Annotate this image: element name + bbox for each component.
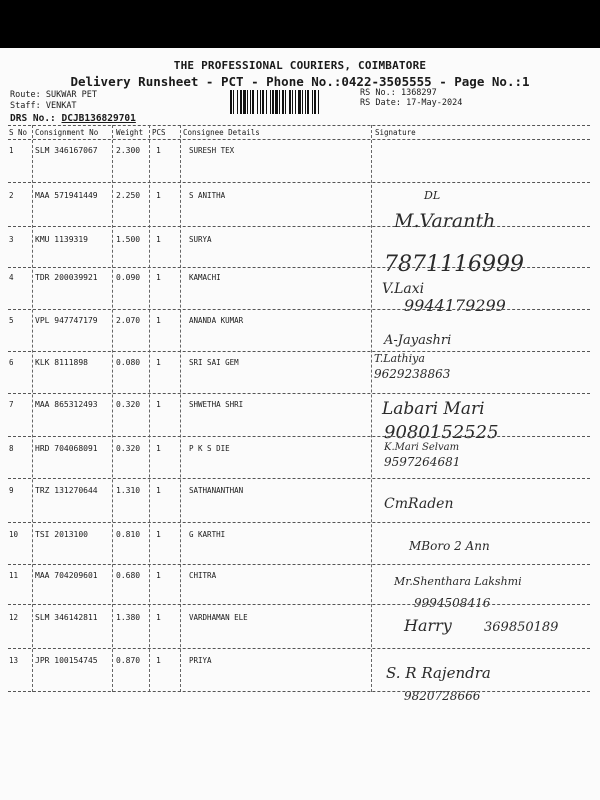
row-serial-no: 2 [9, 191, 14, 200]
row-weight: 0.810 [116, 530, 141, 539]
row-consignment-no: SLM 346167067 [35, 146, 98, 155]
row-pieces: 1 [156, 191, 161, 200]
row-serial-no: 1 [9, 146, 14, 155]
rs-number-label: RS No.: [360, 88, 396, 98]
signature-handwriting: 9629238863 [374, 367, 451, 381]
row-consignment-no: KMU 1139319 [35, 235, 88, 244]
signature-handwriting: 7871116999 [384, 252, 524, 277]
scan-dark-border [0, 0, 600, 48]
drs-line [10, 113, 136, 124]
col-divider [32, 125, 33, 692]
row-consignee: SHWETHA SHRI [189, 400, 244, 409]
company-title: THE PROFESSIONAL COURIERS, COIMBATORE [173, 59, 427, 72]
rs-number-line [360, 88, 437, 98]
signature-handwriting: 9820728666 [404, 689, 481, 703]
row-weight: 0.320 [116, 444, 141, 453]
row-weight: 1.380 [116, 613, 141, 622]
row-serial-no: 12 [9, 613, 19, 622]
drs-value: DCJB136829701 [61, 113, 136, 124]
row-consignment-no: MAA 704209601 [35, 571, 98, 580]
row-divider [8, 691, 590, 692]
row-pieces: 1 [156, 316, 161, 325]
signature-handwriting: DL [424, 189, 441, 202]
runsheet-page [0, 48, 600, 800]
col-header-weight: Weight [116, 128, 144, 137]
row-pieces: 1 [156, 444, 161, 453]
row-consignee: VARDHAMAN ELE [189, 613, 248, 622]
signature-handwriting: 9080152525 [384, 422, 499, 443]
row-serial-no: 13 [9, 656, 19, 665]
row-consignment-no: TDR 200039921 [35, 273, 98, 282]
row-consignee: P K S DIE [189, 444, 230, 453]
row-weight: 2.070 [116, 316, 141, 325]
route-value: SUKWAR PET [45, 90, 98, 100]
row-serial-no: 9 [9, 486, 14, 495]
rs-date-line [360, 98, 462, 108]
row-consignment-no: TRZ 131270644 [35, 486, 98, 495]
row-serial-no: 4 [9, 273, 14, 282]
row-consignee: ANANDA KUMAR [189, 316, 244, 325]
row-weight: 2.250 [116, 191, 141, 200]
col-divider [112, 125, 113, 692]
runsheet-subtitle: Delivery Runsheet - PCT - Phone No.:0422-3505555 - Page No.:1 [70, 74, 530, 89]
row-serial-no: 5 [9, 316, 14, 325]
row-pieces: 1 [156, 358, 161, 367]
signature-handwriting: MBoro 2 Ann [409, 539, 490, 553]
row-consignee: KAMACHI [189, 273, 221, 282]
row-serial-no: 3 [9, 235, 14, 244]
row-consignee: S ANITHA [189, 191, 226, 200]
rs-number-value: 1368297 [400, 88, 437, 98]
signature-handwriting: T.Lathiya [374, 352, 425, 365]
row-weight: 1.310 [116, 486, 141, 495]
row-weight: 0.080 [116, 358, 141, 367]
row-weight: 0.090 [116, 273, 141, 282]
signature-handwriting: S. R Rajendra [386, 664, 491, 682]
row-pieces: 1 [156, 530, 161, 539]
rs-date-label: RS Date: [360, 98, 401, 108]
row-serial-no: 6 [9, 358, 14, 367]
signature-handwriting: 9994508416 [414, 596, 491, 610]
row-consignment-no: MAA 865312493 [35, 400, 98, 409]
col-header-signature: Signature [375, 128, 416, 137]
staff-line [10, 101, 77, 111]
row-consignment-no: VPL 947747179 [35, 316, 98, 325]
col-divider [149, 125, 150, 692]
row-pieces: 1 [156, 486, 161, 495]
col-header-consignee: Consignee Details [183, 128, 260, 137]
route-label: Route: [10, 90, 41, 100]
row-consignee: CHITRA [189, 571, 217, 580]
staff-value: VENKAT [45, 101, 77, 111]
row-weight: 1.500 [116, 235, 141, 244]
row-consignee: G KARTHI [189, 530, 226, 539]
row-signature [374, 648, 589, 708]
col-header-sno: S No [9, 128, 28, 137]
signature-handwriting: Mr.Shenthara Lakshmi [394, 575, 522, 588]
barcode-icon [230, 90, 352, 114]
row-pieces: 1 [156, 613, 161, 622]
rs-date-value: 17-May-2024 [406, 98, 463, 108]
row-consignment-no: KLK 8111898 [35, 358, 88, 367]
signature-handwriting: 9944179299 [404, 296, 506, 315]
row-consignment-no: TSI 2013100 [35, 530, 88, 539]
row-consignee: PRIYA [189, 656, 212, 665]
row-serial-no: 8 [9, 444, 14, 453]
row-serial-no: 7 [9, 400, 14, 409]
signature-handwriting: 9597264681 [384, 455, 461, 469]
col-header-pcs: PCS [152, 128, 166, 137]
route-line [10, 90, 97, 100]
row-weight: 0.870 [116, 656, 141, 665]
header-top-rule [8, 125, 590, 126]
signature-handwriting: M.Varanth [394, 210, 496, 232]
signature-handwriting: K.Mari Selvam [384, 442, 460, 453]
row-pieces: 1 [156, 146, 161, 155]
row-pieces: 1 [156, 273, 161, 282]
row-consignment-no: MAA 571941449 [35, 191, 98, 200]
signature-handwriting: V.Laxi [382, 281, 425, 297]
row-consignee: SURESH TEX [189, 146, 235, 155]
row-consignment-no: SLM 346142811 [35, 613, 98, 622]
row-consignment-no: JPR 100154745 [35, 656, 98, 665]
drs-label: DRS No.: [10, 113, 56, 124]
row-weight: 0.320 [116, 400, 141, 409]
row-consignment-no: HRD 704068091 [35, 444, 98, 453]
row-consignee: SATHANANTHAN [189, 486, 244, 495]
row-pieces: 1 [156, 656, 161, 665]
row-serial-no: 11 [9, 571, 19, 580]
row-weight: 2.300 [116, 146, 141, 155]
staff-label: Staff: [10, 101, 41, 111]
signature-handwriting: CmRaden [384, 496, 454, 512]
col-header-consignment: Consignment No [35, 128, 99, 137]
row-consignee: SURYA [189, 235, 212, 244]
signature-handwriting: Labari Mari [382, 399, 485, 419]
row-pieces: 1 [156, 400, 161, 409]
row-pieces: 1 [156, 235, 161, 244]
row-weight: 0.680 [116, 571, 141, 580]
col-divider [371, 125, 372, 692]
signature-handwriting: 369850189 [484, 620, 559, 635]
signature-handwriting: A-Jayashri [384, 333, 452, 348]
signature-handwriting: Harry [404, 616, 452, 635]
col-divider [180, 125, 181, 692]
row-pieces: 1 [156, 571, 161, 580]
row-serial-no: 10 [9, 530, 19, 539]
row-consignee: SRI SAI GEM [189, 358, 239, 367]
